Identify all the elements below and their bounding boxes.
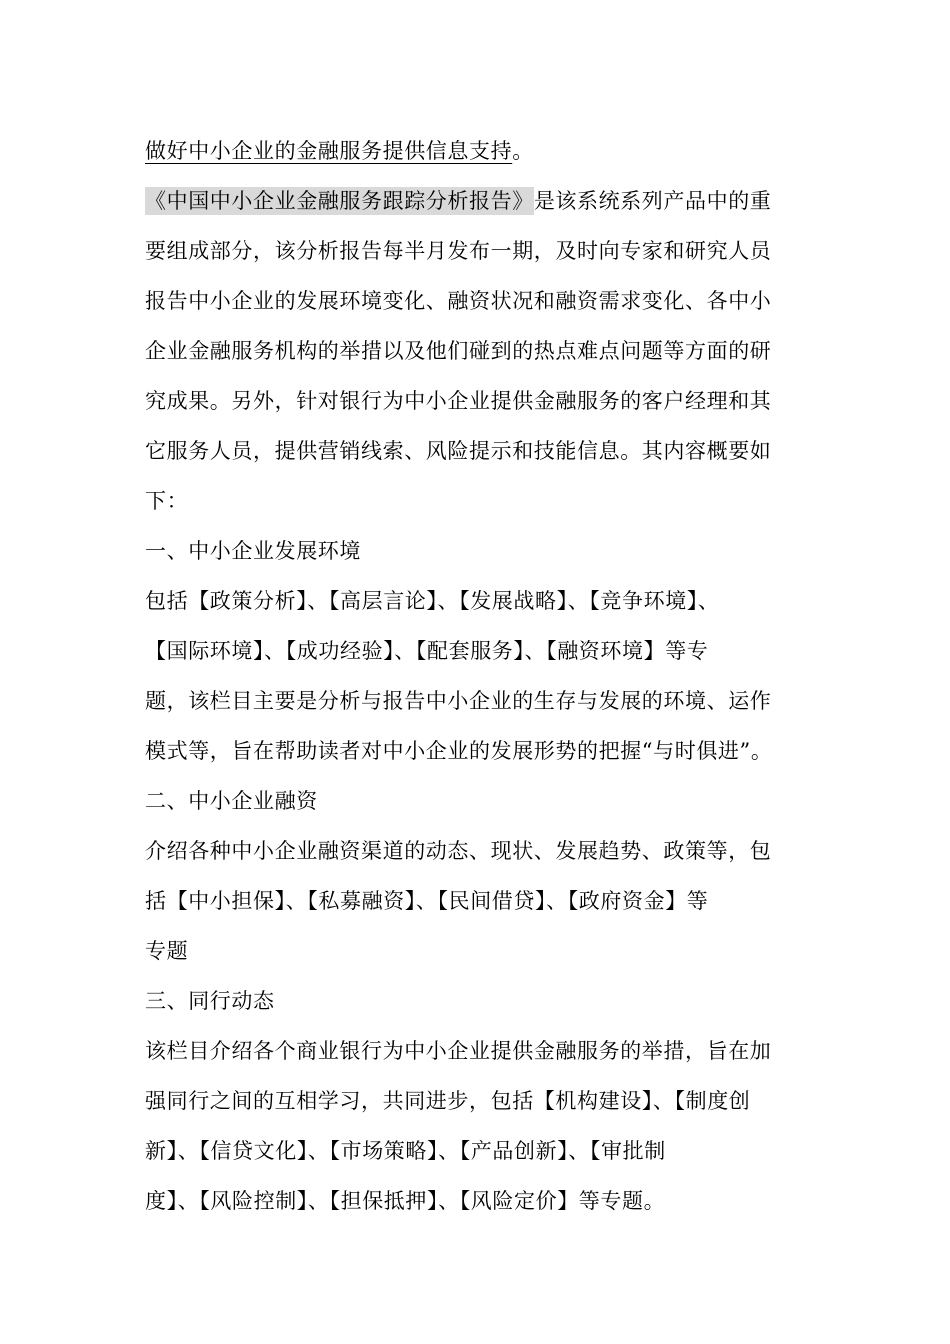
line-1-tail: 。 xyxy=(512,139,534,163)
text-line: 它服务人员，提供营销线索、风险提示和技能信息。其内容概要如 xyxy=(145,439,772,463)
underlined-phrase: 做好中小企业的金融服务提供信息支持 xyxy=(145,139,513,163)
text-line: 下： xyxy=(145,489,189,513)
text-line: 括【中小担保】、【私募融资】、【民间借贷】、【政府资金】等 xyxy=(145,889,709,913)
text-line: 度】、【风险控制】、【担保抵押】、【风险定价】等专题。 xyxy=(145,1189,666,1213)
text-line-1 xyxy=(145,126,810,176)
section-heading-3: 三、同行动态 xyxy=(145,989,275,1013)
text-line-2 xyxy=(145,176,810,226)
text-line: 题，该栏目主要是分析与报告中小企业的生存与发展的环境、运作 xyxy=(145,689,772,713)
text-line: 要组成部分，该分析报告每半月发布一期，及时向专家和研究人员 xyxy=(145,239,772,263)
text-line: 新】、【信贷文化】、【市场策略】、【产品创新】、【审批制 xyxy=(145,1139,666,1163)
section-heading-2: 二、中小企业融资 xyxy=(145,789,318,813)
text-line: 专题 xyxy=(145,939,189,963)
text-line: 强同行之间的互相学习，共同进步，包括【机构建设】、【制度创 xyxy=(145,1089,751,1113)
text-line: 介绍各种中小企业融资渠道的动态、现状、发展趋势、政策等，包 xyxy=(145,839,772,863)
text-line: 报告中小企业的发展环境变化、融资状况和融资需求变化、各中小 xyxy=(145,289,772,313)
text-line: 包括【政策分析】、【高层言论】、【发展战略】、【竞争环境】、 xyxy=(145,589,720,613)
text-line: 究成果。另外，针对银行为中小企业提供金融服务的客户经理和其 xyxy=(145,389,772,413)
line-2-tail: 是该系统系列产品中的重 xyxy=(533,189,772,213)
document-body xyxy=(145,126,810,1226)
text-line: 模式等，旨在帮助读者对中小企业的发展形势的把握“与时俱进”。 xyxy=(145,739,773,763)
text-line: 企业金融服务机构的举措以及他们碰到的热点难点问题等方面的研 xyxy=(145,339,772,363)
section-heading-1: 一、中小企业发展环境 xyxy=(145,539,361,563)
text-line: 该栏目介绍各个商业银行为中小企业提供金融服务的举措，旨在加 xyxy=(145,1039,772,1063)
text-line: 【国际环境】、【成功经验】、【配套服务】、【融资环境】等专 xyxy=(145,639,709,663)
report-title-highlight: 《中国中小企业金融服务跟踪分析报告》 xyxy=(145,189,534,213)
